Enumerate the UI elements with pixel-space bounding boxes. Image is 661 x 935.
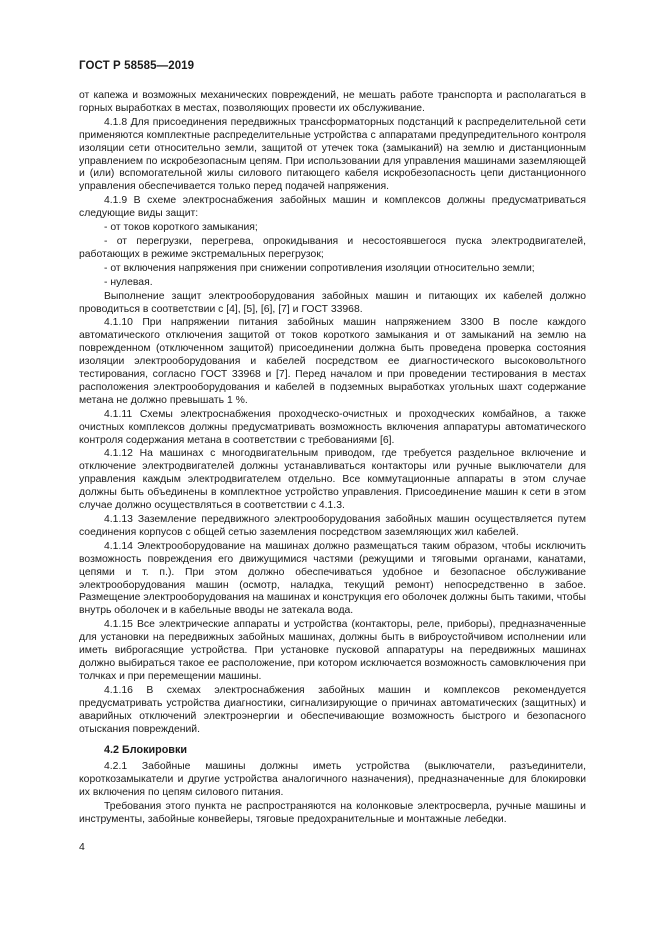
page-number: 4 (79, 842, 85, 853)
list-item: - от включения напряжения при снижении сопротивления изоляции относительно земли; (104, 262, 535, 274)
list-item: - от токов короткого замыкания; (104, 222, 258, 234)
paragraph-protection-references: Выполнение защит электрооборудования забойных машин и питающих их кабелей должно проводиться в соответствии с [4], [5], [6], [7] и ГОСТ 33968. (79, 290, 586, 315)
paragraph-4-1-12: 4.1.12 На машинах с многодвигательным приводом, где требуется раздельное включение и отключение электродвигателей должны устанавливаться контакторы или ручные выключатели для управления каждым электродвигателем отдельно. Все коммутационные аппараты в этом случае должны быть объединены в комплектное устройство управления. Присоединение машин к сети в этом случае должно осуществляться в соответствии с 4.1.3. (79, 448, 586, 512)
paragraph-4-1-9: 4.1.9 В схеме электроснабжения забойных машин и комплексов должны предусматриваться следующие виды защит: (79, 195, 586, 220)
list-item: - нулевая. (104, 276, 153, 288)
paragraph-4-1-8: 4.1.8 Для присоединения передвижных трансформаторных подстанций к распределительной сети применяются комплектные распределительные устройства с аппаратами предупредительного контроля изоляции сети относительно земли, защитой от утечек тока (замыканий) на землю и дистанционным управлением по искробезопасным цепям. При использовании для управления машинами заземляющей и (или) вспомогательной жилы силового питающего кабеля искробезопасность цепи дистанционного управления обеспечивается только перед подачей напряжения. (79, 116, 586, 193)
paragraph-4-1-11: 4.1.11 Схемы электроснабжения проходческо-очистных и проходческих комбайнов, а также очистных комплексов должны предусматривать возможность включения аппаратуры автоматического контроля содержания метана в соответствии с требованиями [6]. (79, 408, 586, 446)
paragraph-4-1-16: 4.1.16 В схемах электроснабжения забойных машин и комплексов рекомендуется предусматривать устройства диагностики, сигнализирующие о причинах автоматических (защитных) и аварийных отключений электроэнергии и обеспечивающие возможность быстрого и безопасного отыскания повреждений. (79, 684, 586, 735)
paragraph-4-2-exceptions: Требования этого пункта не распространяются на колонковые электросверла, ручные машины и инструменты, забойные конвейеры, тяговые предохранительные и монтажные лебедки. (79, 801, 586, 825)
paragraph-4-1-15: 4.1.15 Все электрические аппараты и устройства (контакторы, реле, приборы), предназначенные для установки на передвижных забойных машинах, должны быть в виброустойчивом исполнении или иметь виброгасящие устройства. При установке пусковой аппаратуры на передвижных машинах должно выбираться такое ее расположение, при котором исключается возможность самовключения при толчках и при перемещении машины. (79, 619, 586, 682)
section-heading-4-2: 4.2 Блокировки (104, 744, 187, 757)
list-item: - от перегрузки, перегрева, опрокидывания и несостоявшегося пуска электродвигателей, работающих в режиме экстремальных перегрузок; (79, 235, 586, 260)
paragraph-4-2-1: 4.2.1 Забойные машины должны иметь устройства (выключатели, разъединители, короткозамыкатели и другие устройства аналогичного назначения), предназначенные для блокировки их включения по цепям силового питания. (79, 761, 586, 799)
document-header: ГОСТ Р 58585—2019 (79, 60, 195, 72)
paragraph-4-1-14: 4.1.14 Электрооборудование на машинах должно размещаться таким образом, чтобы исключить возможность повреждения его движущимися частями (режущими и тяговыми органами, канатами, цепями и т. п.). При этом должно обеспечиваться удобное и безопасное обслуживание электрооборудования машин (осмотр, наладка, текущий ремонт) непосредственно в забое. Размещение электрооборудования на машинах и конструкция его оболочек должны быть такими, чтобы внутрь оболочек и в кабельные вводы не затекала вода. (79, 540, 586, 617)
paragraph-4-1-13: 4.1.13 Заземление передвижного электрооборудования забойных машин осуществляется путем соединения корпусов с общей сетью заземления посредством заземляющих жил кабелей. (79, 514, 586, 538)
paragraph-4-1-10: 4.1.10 При напряжении питания забойных машин напряжением 3300 В после каждого автоматического отключения защитой от токов короткого замыкания и от замыканий на землю на поврежденном (отключенном защитой) присоединении должна быть проведена проверка состояния изоляции электрооборудования и кабелей посредством ее диагностического высоковольтного тестирования, согласно ГОСТ 33968 и [7]. Перед началом и при проведении тестирования в местах расположения электрооборудования и кабелей в подземных выработках угольных шахт содержание метана не должно превышать 1 %. (79, 317, 586, 406)
paragraph-continuation: от капежа и возможных механических повреждений, не мешать работе транспорта и располагаться в горных выработках в местах, позволяющих провести их обслуживание. (79, 90, 586, 114)
document-body (79, 90, 586, 828)
